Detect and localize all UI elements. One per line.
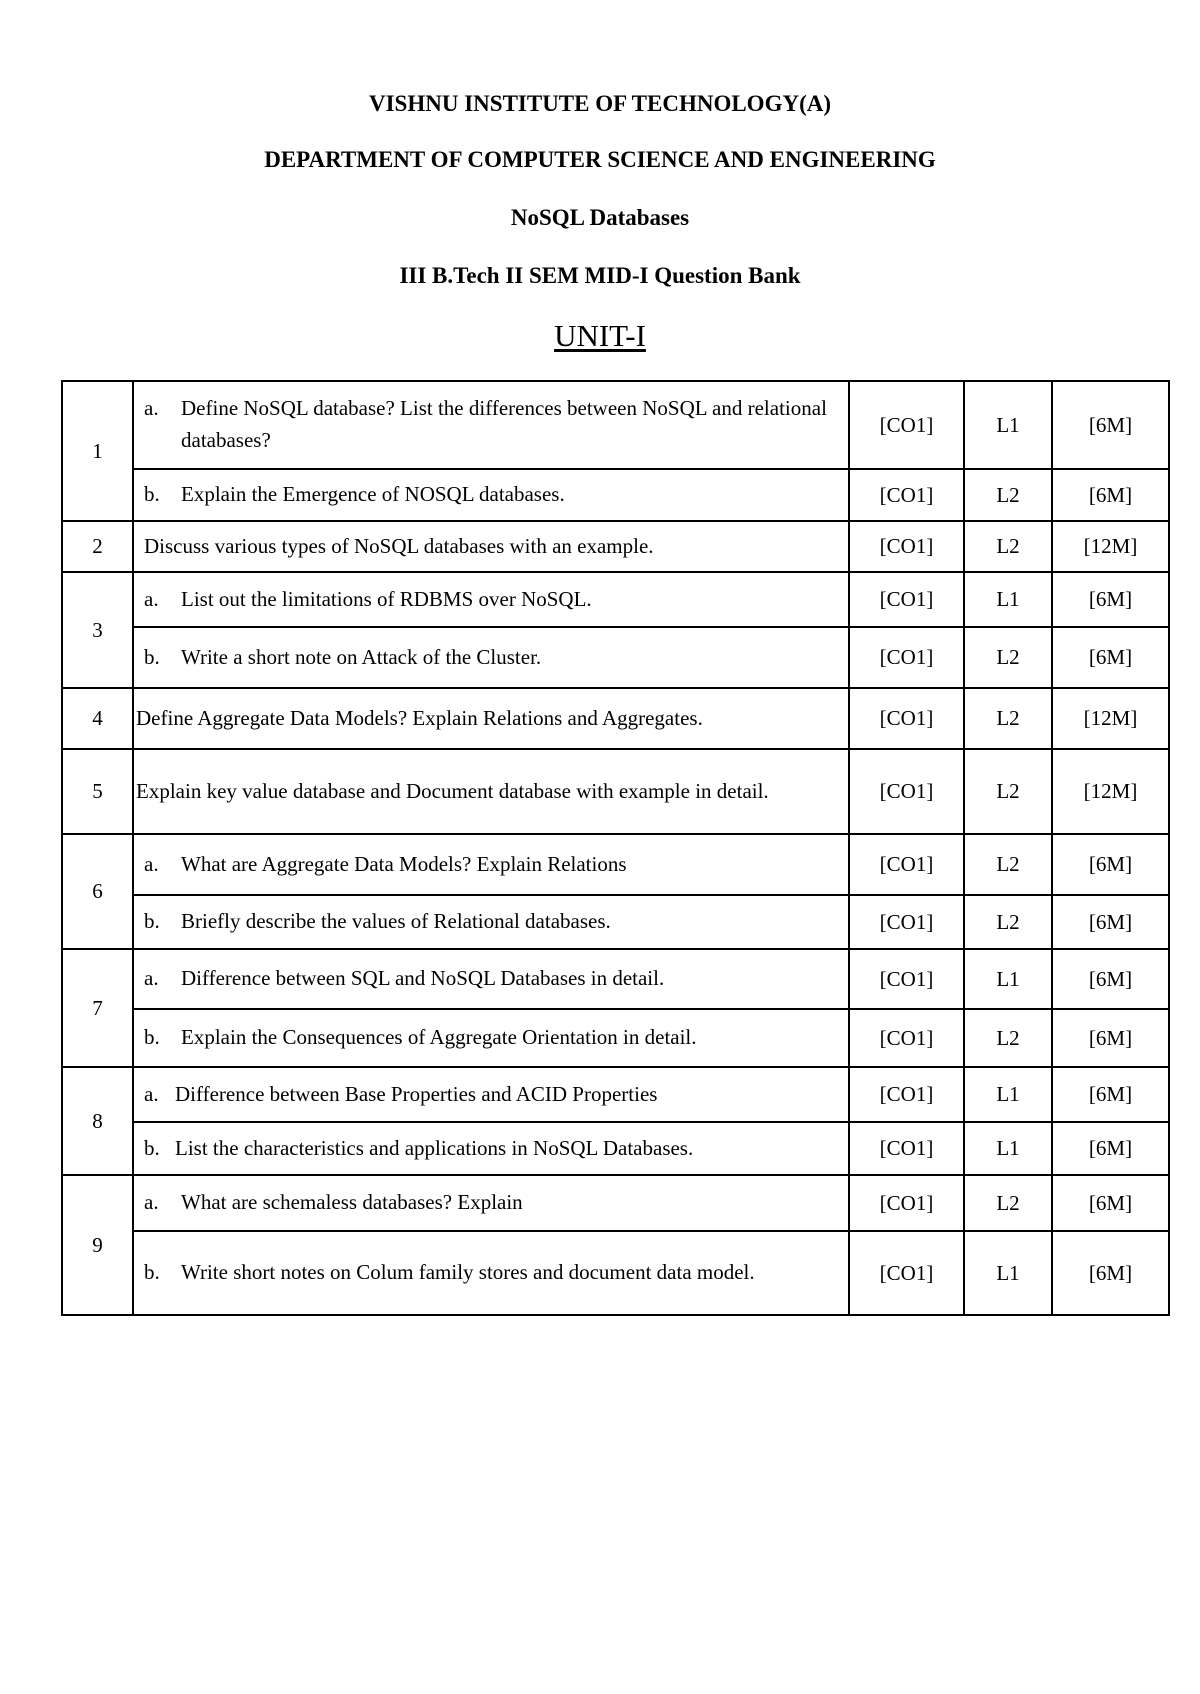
question-number: 4 bbox=[62, 688, 133, 749]
course-outcome: [CO1] bbox=[849, 688, 964, 749]
question-cell bbox=[133, 1122, 849, 1175]
bloom-level: L1 bbox=[964, 949, 1052, 1009]
question-text: What are Aggregate Data Models? Explain Relations bbox=[181, 851, 627, 876]
bloom-level: L1 bbox=[964, 381, 1052, 469]
question-cell bbox=[133, 688, 849, 749]
marks: [6M] bbox=[1052, 381, 1169, 469]
question-number: 2 bbox=[62, 521, 133, 572]
bloom-level: L2 bbox=[964, 1009, 1052, 1067]
marks: [6M] bbox=[1052, 572, 1169, 627]
marks: [6M] bbox=[1052, 895, 1169, 949]
question-cell bbox=[133, 895, 849, 949]
marks: [12M] bbox=[1052, 521, 1169, 572]
bloom-level: L2 bbox=[964, 1175, 1052, 1231]
marks: [6M] bbox=[1052, 469, 1169, 521]
course-outcome: [CO1] bbox=[849, 895, 964, 949]
marks: [6M] bbox=[1052, 1175, 1169, 1231]
table-row bbox=[62, 1009, 1169, 1067]
subject-title: NoSQL Databases bbox=[510, 205, 690, 230]
part-label: a. bbox=[144, 586, 159, 611]
question-number: 3 bbox=[62, 572, 133, 688]
question-text: Explain the Emergence of NOSQL databases. bbox=[181, 482, 565, 506]
bloom-level: L2 bbox=[964, 688, 1052, 749]
question-cell bbox=[133, 1175, 849, 1231]
table-row bbox=[62, 469, 1169, 521]
course-outcome: [CO1] bbox=[849, 1067, 964, 1122]
marks: [6M] bbox=[1052, 1067, 1169, 1122]
course-outcome: [CO1] bbox=[849, 381, 964, 469]
question-cell bbox=[133, 521, 849, 572]
course-outcome: [CO1] bbox=[849, 521, 964, 572]
question-cell bbox=[133, 1231, 849, 1315]
part-label: b. bbox=[144, 644, 160, 669]
question-text: List out the limitations of RDBMS over NoSQL. bbox=[181, 586, 592, 611]
question-number: 7 bbox=[62, 949, 133, 1067]
table-row bbox=[62, 1231, 1169, 1315]
course-outcome: [CO1] bbox=[849, 469, 964, 521]
table-row bbox=[62, 381, 1169, 469]
question-text: Define Aggregate Data Models? Explain Relations and Aggregates. bbox=[136, 705, 703, 730]
part-label: a. bbox=[144, 1190, 159, 1214]
question-cell bbox=[133, 469, 849, 521]
bloom-level: L1 bbox=[964, 1231, 1052, 1315]
question-number: 1 bbox=[62, 381, 133, 521]
table-row bbox=[62, 949, 1169, 1009]
table-row bbox=[62, 895, 1169, 949]
bloom-level: L2 bbox=[964, 895, 1052, 949]
question-text: Briefly describe the values of Relational databases. bbox=[181, 909, 611, 933]
question-text: Define NoSQL database? List the differences between NoSQL and relational databases? bbox=[181, 396, 827, 452]
question-cell bbox=[133, 1067, 849, 1122]
course-outcome: [CO1] bbox=[849, 1009, 964, 1067]
course-outcome: [CO1] bbox=[849, 834, 964, 895]
marks: [12M] bbox=[1052, 688, 1169, 749]
marks: [6M] bbox=[1052, 834, 1169, 895]
table-row bbox=[62, 521, 1169, 572]
question-text: Write short notes on Colum family stores and document data model. bbox=[181, 1260, 755, 1284]
bloom-level: L2 bbox=[964, 469, 1052, 521]
bloom-level: L1 bbox=[964, 1067, 1052, 1122]
table-row bbox=[62, 834, 1169, 895]
marks: [6M] bbox=[1052, 1231, 1169, 1315]
question-table bbox=[61, 380, 1170, 1316]
question-text: Discuss various types of NoSQL databases with an example. bbox=[144, 533, 654, 558]
part-label: a. bbox=[144, 851, 159, 876]
marks: [6M] bbox=[1052, 1122, 1169, 1175]
table-row bbox=[62, 1067, 1169, 1122]
question-text: What are schemaless databases? Explain bbox=[181, 1190, 523, 1214]
bloom-level: L2 bbox=[964, 749, 1052, 834]
part-label: a. bbox=[144, 966, 159, 990]
course-outcome: [CO1] bbox=[849, 1122, 964, 1175]
question-cell bbox=[133, 381, 849, 469]
question-number: 9 bbox=[62, 1175, 133, 1315]
marks: [12M] bbox=[1052, 749, 1169, 834]
part-label: a. bbox=[144, 1081, 159, 1106]
marks: [6M] bbox=[1052, 949, 1169, 1009]
bloom-level: L1 bbox=[964, 1122, 1052, 1175]
table-row bbox=[62, 1122, 1169, 1175]
bloom-level: L2 bbox=[964, 627, 1052, 688]
question-cell bbox=[133, 572, 849, 627]
question-number: 8 bbox=[62, 1067, 133, 1175]
table-row bbox=[62, 627, 1169, 688]
course-outcome: [CO1] bbox=[849, 627, 964, 688]
marks: [6M] bbox=[1052, 627, 1169, 688]
question-cell bbox=[133, 834, 849, 895]
table-row bbox=[62, 572, 1169, 627]
question-text: Explain key value database and Document database with example in detail. bbox=[136, 778, 769, 803]
bloom-level: L2 bbox=[964, 521, 1052, 572]
question-cell bbox=[133, 949, 849, 1009]
institute-title: VISHNU INSTITUTE OF TECHNOLOGY(A) bbox=[369, 91, 831, 116]
bloom-level: L1 bbox=[964, 572, 1052, 627]
unit-heading: UNIT-I bbox=[554, 318, 646, 353]
question-text: Difference between Base Properties and ACID Properties bbox=[175, 1081, 658, 1106]
question-cell bbox=[133, 749, 849, 834]
part-label: b. bbox=[144, 1135, 160, 1160]
course-outcome: [CO1] bbox=[849, 572, 964, 627]
question-text: Difference between SQL and NoSQL Databases in detail. bbox=[181, 966, 665, 990]
question-number: 6 bbox=[62, 834, 133, 949]
question-text: Explain the Consequences of Aggregate Orientation in detail. bbox=[181, 1025, 697, 1049]
course-outcome: [CO1] bbox=[849, 1231, 964, 1315]
marks: [6M] bbox=[1052, 1009, 1169, 1067]
table-row bbox=[62, 688, 1169, 749]
part-label: a. bbox=[144, 396, 159, 420]
department-title: DEPARTMENT OF COMPUTER SCIENCE AND ENGINEERING bbox=[264, 147, 936, 172]
question-cell bbox=[133, 627, 849, 688]
part-label: b. bbox=[144, 1025, 160, 1049]
course-outcome: [CO1] bbox=[849, 1175, 964, 1231]
part-label: b. bbox=[144, 909, 160, 933]
question-number: 5 bbox=[62, 749, 133, 834]
question-text: List the characteristics and applications in NoSQL Databases. bbox=[175, 1135, 694, 1160]
question-text: Write a short note on Attack of the Cluster. bbox=[181, 644, 542, 669]
part-label: b. bbox=[144, 1260, 160, 1284]
exam-title: III B.Tech II SEM MID-I Question Bank bbox=[399, 263, 801, 288]
table-row bbox=[62, 1175, 1169, 1231]
course-outcome: [CO1] bbox=[849, 949, 964, 1009]
table-row bbox=[62, 749, 1169, 834]
course-outcome: [CO1] bbox=[849, 749, 964, 834]
question-cell bbox=[133, 1009, 849, 1067]
part-label: b. bbox=[144, 482, 160, 506]
bloom-level: L2 bbox=[964, 834, 1052, 895]
